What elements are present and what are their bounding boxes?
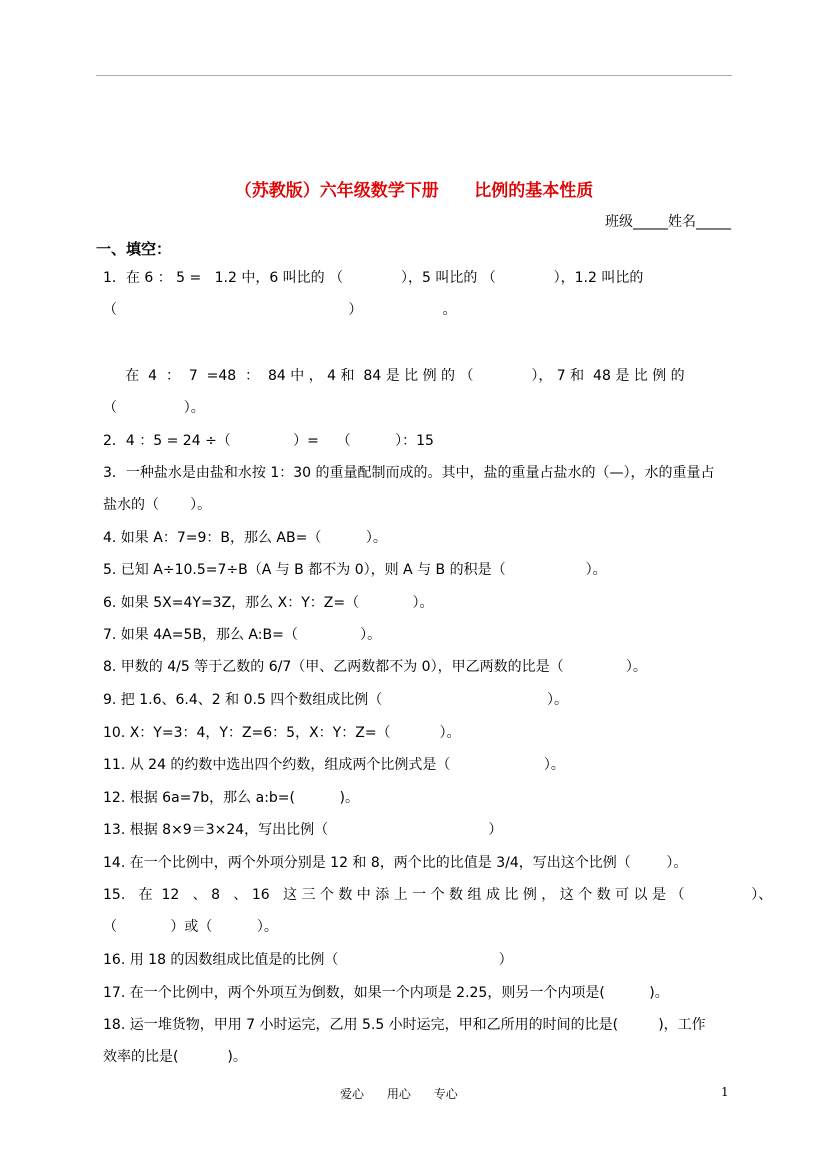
section-heading: 一、填空： <box>96 240 172 258</box>
header-rule <box>96 75 732 76</box>
question-line: 6. 如果 5X=4Y=3Z，那么 X：Y：Z=（ ）。 <box>103 595 434 611</box>
question-line: 18. 运一堆货物，甲用 7 小时运完，乙用 5.5 小时运完，甲和乙所用的时间的比是( )，工作 <box>103 1017 706 1033</box>
question-line: （ ） 。 <box>103 302 457 318</box>
question-line: 2．4 ：5 = 24 ÷（ ）= （ ）：15 <box>103 433 434 449</box>
question-line: 8. 甲数的 4/5 等于乙数的 6/7（甲、乙两数都不为 0），甲乙两数的比是（ ）。 <box>103 659 647 675</box>
page-title: （苏教版）六年级数学下册 比例的基本性质 <box>234 181 594 201</box>
page-number: 1 <box>721 1085 729 1099</box>
question-line: 9. 把 1.6、6.4、2 和 0.5 四个数组成比例（ ）。 <box>103 692 568 708</box>
question-line: 在 4 ： 7 =48 ： 84 中 ， 4 和 84 是 比 例 的 （ ）， 7 和 48 是 比 例 的 <box>103 368 685 384</box>
question-line: 16. 用 18 的因数组成比值是的比例（ ） <box>103 952 513 968</box>
question-line: 3．一种盐水是由盐和水按 1：30 的重量配制而成的。其中，盐的重量占盐水的（—），水的重量占 <box>103 465 715 481</box>
page-footer: 爱心 用心 专心 <box>340 1087 458 1101</box>
question-line: 盐水的（ ）。 <box>103 497 212 513</box>
question-line: 5. 已知 A÷10.5=7÷B（A 与 B 都不为 0），则 A 与 B 的积是（ ）。 <box>103 562 607 578</box>
question-line: 1．在 6 ： 5 = 1.2 中，6 叫比的 （ ），5 叫比的 （ ），1.2 叫比的 <box>103 270 644 286</box>
question-line: 14. 在一个比例中，两个外项分别是 12 和 8，两个比的比值是 3/4，写出这个比例（ ）。 <box>103 855 688 871</box>
question-line: 11. 从 24 的约数中选出四个约数，组成两个比例式是（ ）。 <box>103 757 565 773</box>
question-line: 4. 如果 A：7=9：B，那么 AB=（ ）。 <box>103 530 387 546</box>
class-name-line: 班级_____姓名_____ <box>605 214 731 230</box>
question-line: 17. 在一个比例中，两个外项互为倒数，如果一个内项是 2.25，则另一个内项是( )。 <box>103 985 669 1001</box>
question-line: 10. X：Y=3：4，Y：Z=6：5，X：Y：Z=（ ）。 <box>103 725 461 741</box>
question-line: （ ）或（ ）。 <box>103 919 278 935</box>
question-line: 12. 根据 6a=7b，那么 a:b=( )。 <box>103 790 359 806</box>
question-line: 13. 根据 8×9＝3×24，写出比例（ ） <box>103 822 503 838</box>
question-line: 效率的比是( )。 <box>103 1049 247 1065</box>
question-line: （ ）。 <box>103 400 205 416</box>
question-line: 7. 如果 4A=5B，那么 A:B=（ ）。 <box>103 627 382 643</box>
question-line: 15. 在 12 、 8 、 16 这 三 个 数 中 添 上 一 个 数 组 成 比 例 ， 这 个 数 可 以 是 （ ）、 <box>103 887 773 903</box>
